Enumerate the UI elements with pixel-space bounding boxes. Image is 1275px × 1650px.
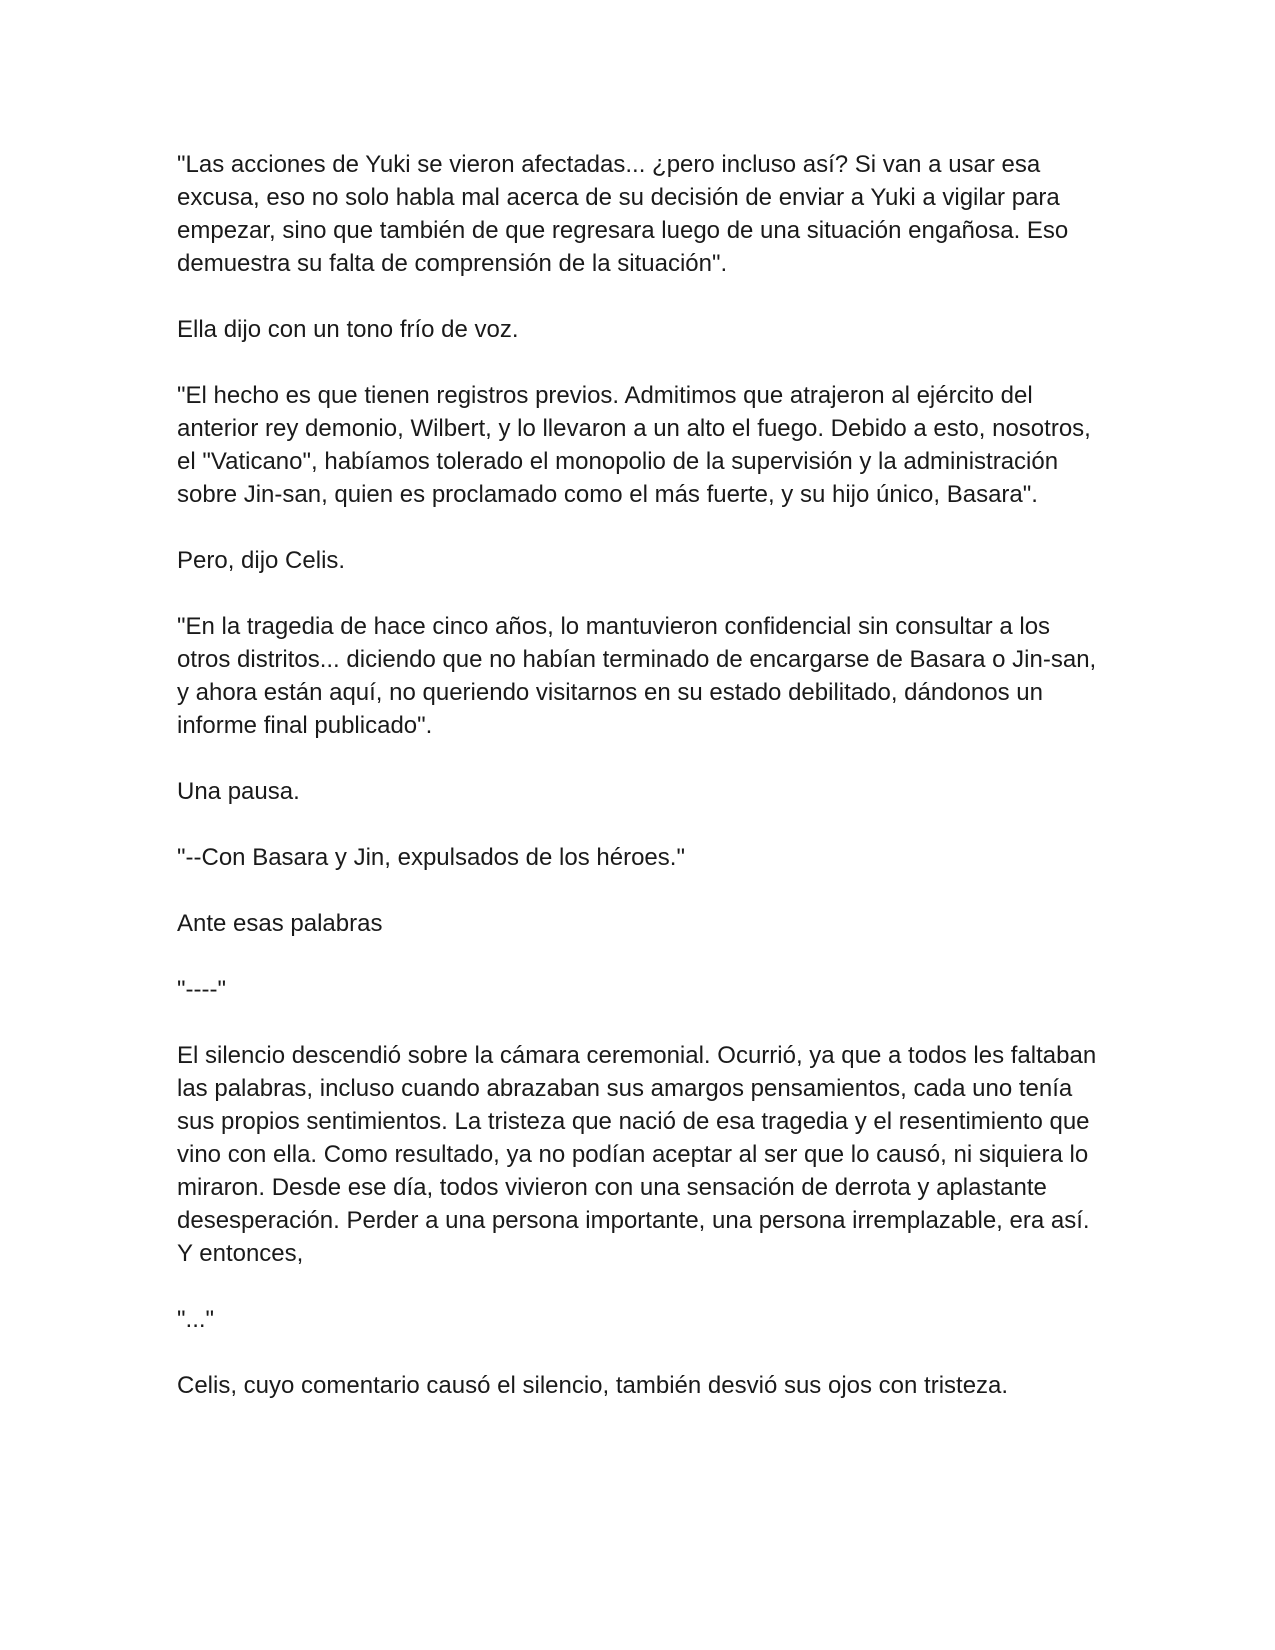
paragraph-12: Celis, cuyo comentario causó el silencio, también desvió sus ojos con tristeza. bbox=[177, 1372, 1009, 1399]
paragraph-10: El silencio descendió sobre la cámara ceremonial. Ocurrió, ya que a todos les faltaban las palabras, incluso cuando abrazaban sus amargos pensamientos, cada uno tenía sus propios sentimientos. La tristeza que nació de esa tragedia y el resentimiento que vino con ella. Como resultado, ya no podían aceptar al ser que lo causó, ni siquiera lo miraron. Desde ese día, todos vivieron con una sensación de derrota y aplastante desesperación. Perder a una persona importante, una persona irremplazable, era así. Y entonces, bbox=[177, 1042, 1097, 1267]
paragraph-2: Ella dijo con un tono frío de voz. bbox=[177, 316, 519, 343]
paragraph-4: Pero, dijo Celis. bbox=[177, 547, 346, 574]
paragraph-9: "----" bbox=[177, 976, 227, 1003]
paragraph-6: Una pausa. bbox=[177, 778, 300, 805]
paragraph-11: "..." bbox=[177, 1306, 215, 1333]
paragraph-1: "Las acciones de Yuki se vieron afectadas... ¿pero incluso así? Si van a usar esa excusa, eso no solo habla mal acerca de su decisión de enviar a Yuki a vigilar para empezar, sino que también de que regresara luego de una situación engañosa. Eso demuestra su falta de comprensión de la situación". bbox=[177, 151, 1069, 277]
paragraph-3: "El hecho es que tienen registros previos. Admitimos que atrajeron al ejército del anterior rey demonio, Wilbert, y lo llevaron a un alto el fuego. Debido a esto, nosotros, el "Vaticano", habíamos tolerado el monopolio de la supervisión y la administración sobre Jin-san, quien es proclamado como el más fuerte, y su hijo único, Basara". bbox=[177, 382, 1091, 508]
paragraph-5: "En la tragedia de hace cinco años, lo mantuvieron confidencial sin consultar a los otros distritos... diciendo que no habían terminado de encargarse de Basara o Jin-san, y ahora están aquí, no queriendo visitarnos en su estado debilitado, dándonos un informe final publicado". bbox=[177, 613, 1097, 739]
paragraph-8: Ante esas palabras bbox=[177, 910, 383, 937]
document-page bbox=[177, 148, 1107, 1435]
paragraph-7: "--Con Basara y Jin, expulsados de los héroes." bbox=[177, 844, 685, 871]
